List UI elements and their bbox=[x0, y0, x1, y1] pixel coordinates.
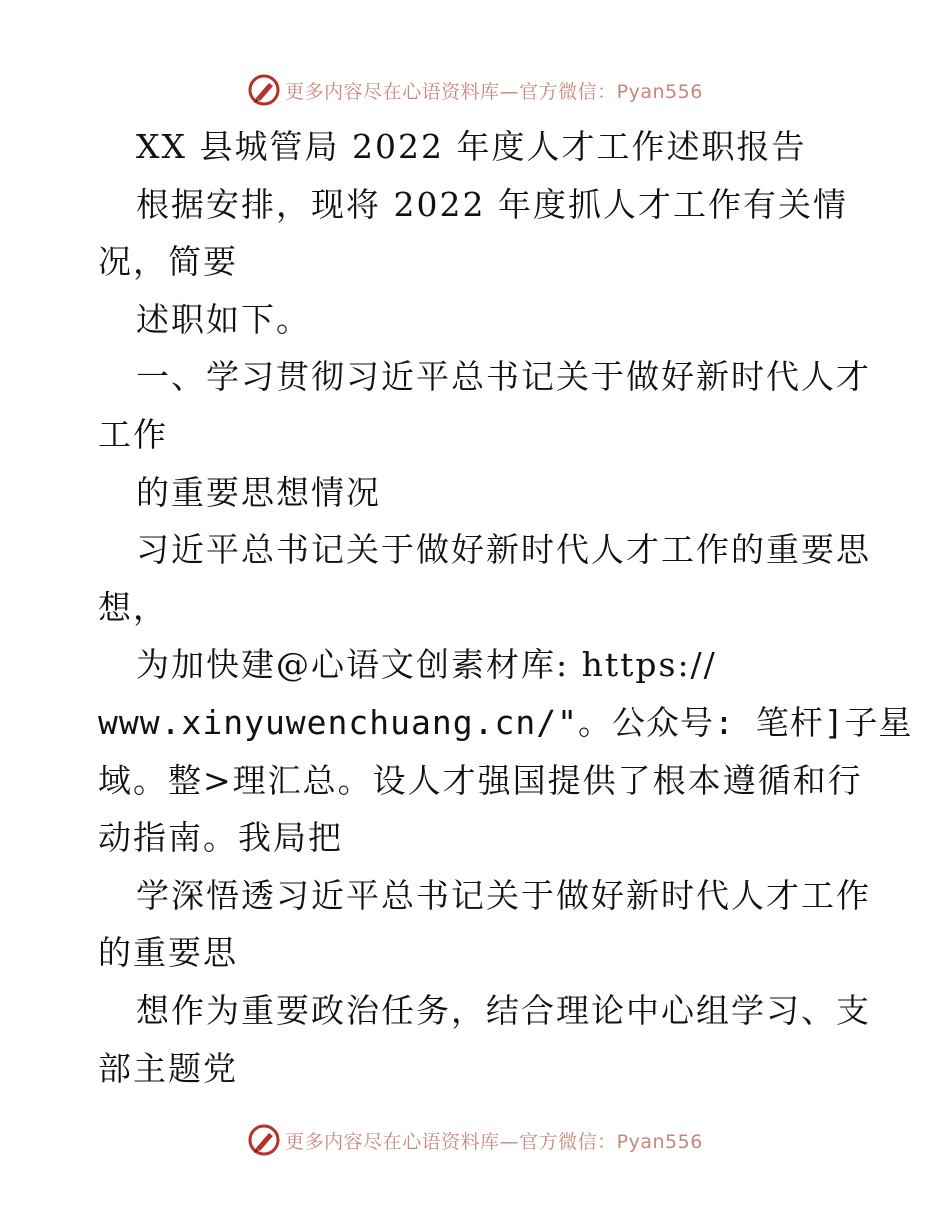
text-line: 述职如下。 bbox=[136, 299, 311, 339]
text-line: 部主题党 bbox=[98, 1048, 238, 1088]
text-line: 想作为重要政治任务，结合理论中心组学习、支 bbox=[136, 990, 871, 1030]
text-line: 况，简要 bbox=[98, 242, 238, 282]
text-line: 习近平总书记关于做好新时代人才工作的重要思 bbox=[136, 530, 871, 570]
document-body bbox=[98, 118, 913, 1097]
footer-watermark-text: 更多内容尽在心语资料库—官方微信：Pyan556 bbox=[285, 1130, 703, 1153]
text-line: 的重要思 bbox=[98, 933, 238, 973]
red-pen-seal-icon bbox=[247, 1123, 281, 1157]
section-heading-continued: 的重要思想情况 bbox=[136, 472, 381, 512]
text-line: 为加快建@心语文创素材库: https:// bbox=[136, 645, 717, 685]
header-watermark-text: 更多内容尽在心语资料库—官方微信：Pyan556 bbox=[285, 80, 703, 103]
text-line: 动指南。我局把 bbox=[98, 818, 343, 858]
document-title: XX 县城管局 2022 年度人才工作述职报告 bbox=[136, 127, 807, 166]
header-watermark-banner bbox=[0, 70, 950, 110]
red-pen-seal-icon bbox=[247, 73, 281, 107]
section-heading: 一、学习贯彻习近平总书记关于做好新时代人才 bbox=[136, 357, 871, 397]
section-heading-continued: 工作 bbox=[98, 414, 168, 454]
text-line: 想， bbox=[98, 587, 168, 627]
text-line: 学深悟透习近平总书记关于做好新时代人才工作 bbox=[136, 875, 871, 915]
text-line: 域。整>理汇总。设人才强国提供了根本遵循和行 bbox=[98, 760, 863, 800]
text-line: www.xinyuwenchuang.cn/"。公众号: 笔杆]子星 bbox=[98, 702, 913, 742]
footer-watermark-banner bbox=[0, 1120, 950, 1160]
text-line: 根据安排，现将 2022 年度抓人才工作有关情 bbox=[136, 184, 848, 224]
